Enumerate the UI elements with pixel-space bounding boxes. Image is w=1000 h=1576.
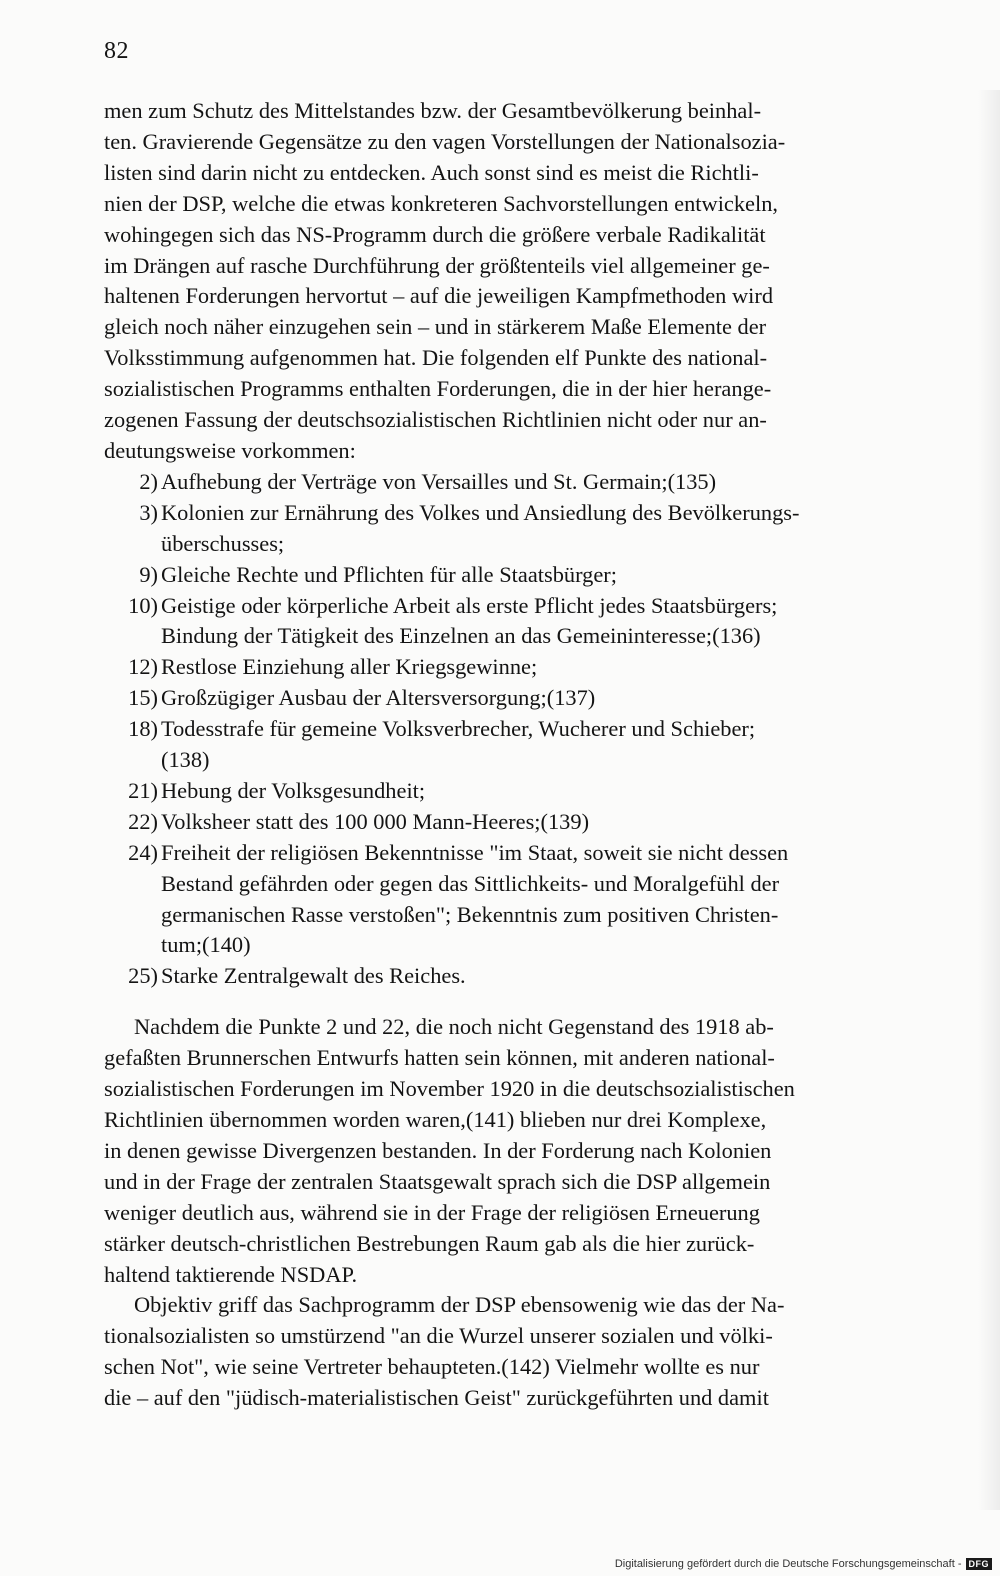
- list-item-number: 21): [128, 777, 158, 803]
- list-item: [104, 652, 938, 683]
- list-item-number: 9): [139, 561, 158, 587]
- list-item: [104, 467, 938, 498]
- list-item: [104, 807, 938, 838]
- text-line: Volksheer statt des 100 000 Mann-Heeres;(139): [161, 808, 590, 834]
- text-line: Starke Zentralgewalt des Reiches.: [161, 963, 466, 989]
- list-item-number: 2): [139, 468, 158, 494]
- page-number: 82: [104, 38, 129, 64]
- text-line: germanischen Rasse verstoßen"; Bekenntnis zum positiven Christen-: [161, 901, 779, 927]
- text-line: haltenen Forderungen hervortut – auf die jeweiligen Kampfmethoden wird: [104, 283, 774, 309]
- text-line: tionalsozialisten so umstürzend "an die Wurzel unserer sozialen und völki-: [104, 1323, 773, 1349]
- body-text: [104, 96, 938, 1414]
- list-item: [104, 776, 938, 807]
- text-line: überschusses;: [161, 530, 285, 556]
- list-item-text: [161, 807, 938, 838]
- list-item: [104, 961, 938, 992]
- text-line: wohingegen sich das NS-Programm durch die größere verbale Radikalität: [104, 221, 766, 247]
- intro-paragraph: [104, 96, 938, 467]
- text-line: Großzügiger Ausbau der Altersversorgung;(137): [161, 685, 596, 711]
- bleed-through-shadow: [978, 90, 1000, 1510]
- text-line: und in der Frage der zentralen Staatsgewalt sprach sich die DSP allgemein: [104, 1168, 771, 1194]
- text-line: im Drängen auf rasche Durchführung der größtenteils viel allgemeiner ge-: [104, 252, 770, 278]
- list-item-text: [161, 683, 938, 714]
- list-item-number: 18): [128, 716, 158, 742]
- text-line: Freiheit der religiösen Bekenntnisse "im Staat, soweit sie nicht dessen: [161, 839, 789, 865]
- list-item-text: [161, 560, 938, 591]
- list-item-text: [161, 467, 938, 498]
- program-points-list: [104, 467, 938, 992]
- list-item-text: [161, 498, 938, 560]
- text-line: gleich noch näher einzugehen sein – und in stärkerem Maße Elemente der: [104, 314, 767, 340]
- text-line: Geistige oder körperliche Arbeit als erste Pflicht jedes Staatsbürgers;: [161, 592, 778, 618]
- list-item: [104, 560, 938, 591]
- list-item-number: 15): [128, 685, 158, 711]
- list-item-text: [161, 838, 938, 962]
- text-line: Todesstrafe für gemeine Volksverbrecher, Wucherer und Schieber;: [161, 716, 756, 742]
- list-item-text: [161, 652, 938, 683]
- paragraph-2: [104, 1012, 938, 1290]
- list-item: [104, 498, 938, 560]
- text-line: schen Not", wie seine Vertreter behaupteten.(142) Vielmehr wollte es nur: [104, 1354, 760, 1380]
- digitization-footer: [615, 1558, 992, 1570]
- text-line: Richtlinien übernommen worden waren,(141) blieben nur drei Komplexe,: [104, 1107, 767, 1132]
- text-line: nien der DSP, welche die etwas konkreteren Sachvorstellungen entwickeln,: [104, 190, 779, 216]
- list-item: [104, 838, 938, 962]
- text-line: tum;(140): [161, 932, 251, 958]
- list-item-number: 22): [128, 808, 158, 834]
- text-line: Gleiche Rechte und Pflichten für alle Staatsbürger;: [161, 561, 617, 587]
- list-item-text: [161, 961, 938, 992]
- text-line: sozialistischen Programms enthalten Forderungen, die in der hier herange-: [104, 376, 772, 402]
- list-item-number: 25): [128, 963, 158, 989]
- text-line: haltend taktierende NSDAP.: [104, 1261, 358, 1287]
- text-line: stärker deutsch-christlichen Bestrebungen Raum gab als die hier zurück-: [104, 1230, 755, 1256]
- list-item-number: 24): [128, 839, 158, 865]
- text-line: die – auf den "jüdisch-materialistischen Geist" zurückgeführten und damit: [104, 1385, 769, 1411]
- list-item: [104, 714, 938, 776]
- text-line: men zum Schutz des Mittelstandes bzw. der Gesamtbevölkerung beinhal-: [104, 98, 762, 123]
- text-line: Restlose Einziehung aller Kriegsgewinne;: [161, 654, 538, 680]
- text-line: ten. Gravierende Gegensätze zu den vagen Vorstellungen der Nationalsozia-: [104, 128, 786, 154]
- list-item: [104, 683, 938, 714]
- list-item-number: 12): [128, 654, 158, 680]
- text-line: gefaßten Brunnerschen Entwurfs hatten sein können, mit anderen national-: [104, 1045, 775, 1071]
- text-line: listen sind darin nicht zu entdecken. Auch sonst sind es meist die Richtli-: [104, 159, 759, 185]
- list-item-text: [161, 591, 938, 653]
- paragraph-3: [104, 1290, 938, 1414]
- text-line: Aufhebung der Verträge von Versailles und St. Germain;(135): [161, 468, 717, 494]
- list-item-text: [161, 776, 938, 807]
- text-line: sozialistischen Forderungen im November 1920 in die deutschsozialistischen: [104, 1076, 795, 1102]
- text-line: Nachdem die Punkte 2 und 22, die noch nicht Gegenstand des 1918 ab-: [134, 1014, 774, 1040]
- text-line: Kolonien zur Ernährung des Volkes und Ansiedlung des Bevölkerungs-: [161, 499, 800, 525]
- text-line: Bestand gefährden oder gegen das Sittlichkeits- und Moralgefühl der: [161, 870, 780, 896]
- text-line: Volksstimmung aufgenommen hat. Die folgenden elf Punkte des national-: [104, 345, 768, 371]
- text-line: (138): [161, 747, 210, 773]
- list-item-number: 10): [128, 592, 158, 618]
- footer-text: Digitalisierung gefördert durch die Deutsche Forschungsgemeinschaft -: [614, 1558, 962, 1570]
- text-line: zogenen Fassung der deutschsozialistischen Richtlinien nicht oder nur an-: [104, 407, 767, 433]
- text-line: Hebung der Volksgesundheit;: [161, 777, 426, 803]
- list-item-text: [161, 714, 938, 776]
- text-line: Objektiv griff das Sachprogramm der DSP ebensowenig wie das der Na-: [134, 1292, 785, 1318]
- text-line: weniger deutlich aus, während sie in der Frage der religiösen Erneuerung: [104, 1199, 760, 1225]
- text-line: in denen gewisse Divergenzen bestanden. In der Forderung nach Kolonien: [104, 1137, 772, 1163]
- text-line: Bindung der Tätigkeit des Einzelnen an das Gemeininteresse;(136): [161, 623, 761, 649]
- dfg-logo: DFG: [966, 1558, 993, 1570]
- list-item: [104, 591, 938, 653]
- list-item-number: 3): [139, 499, 158, 525]
- text-line: deutungsweise vorkommen:: [104, 437, 356, 463]
